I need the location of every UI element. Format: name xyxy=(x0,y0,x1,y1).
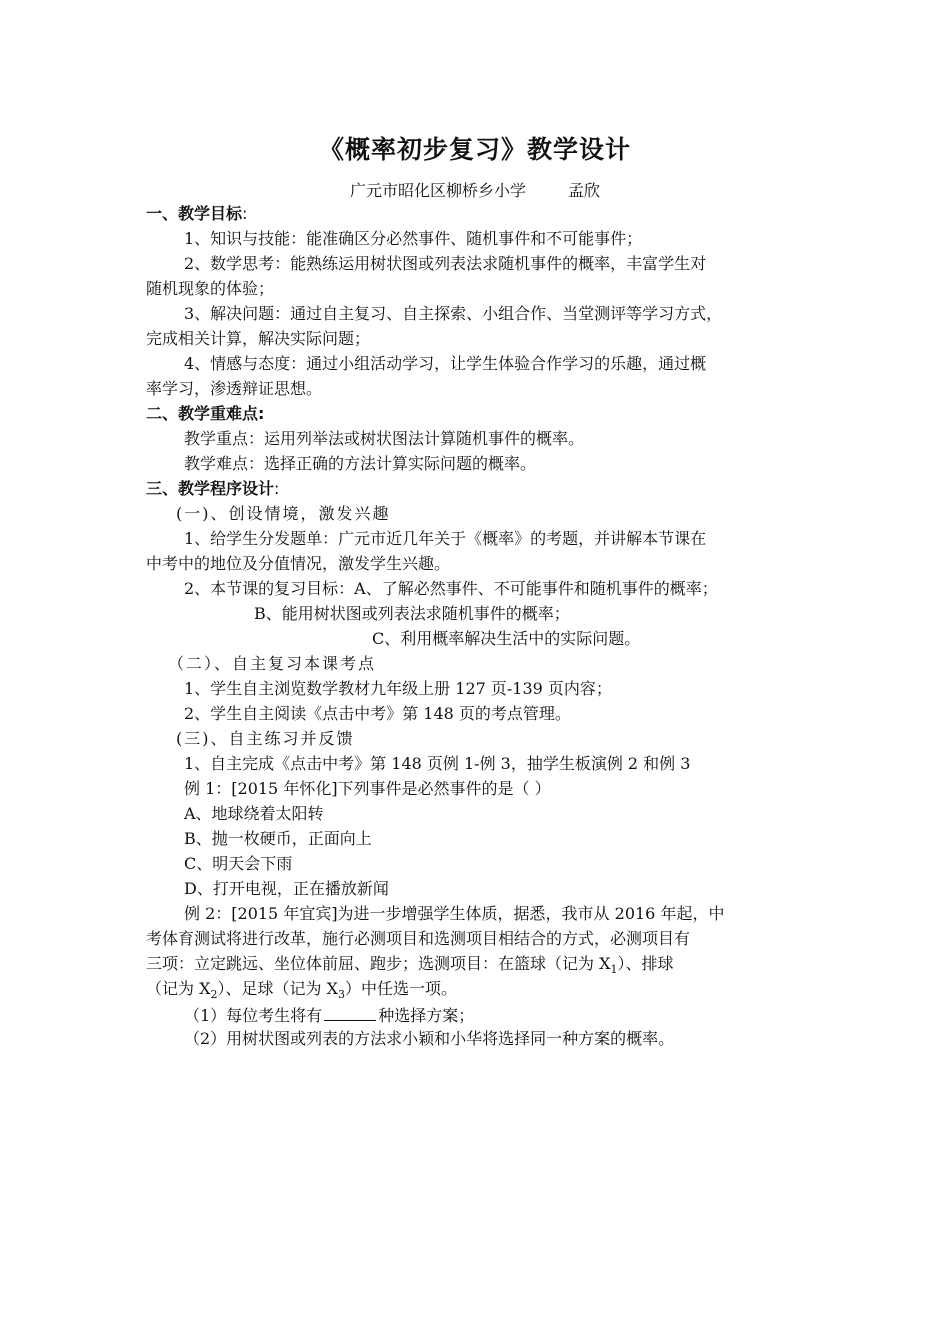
part-line: B、能用树状图或列表法求随机事件的概率； xyxy=(254,604,570,623)
author-name: 孟欣 xyxy=(568,181,601,200)
part-line: 1、自主完成《点击中考》第 148 页例 1-例 3，抽学生板演例 2 和例 3 xyxy=(184,754,691,773)
example-2-text: 三项：立定跳远、坐位体前屈、跑步；选测项目：在篮球（记为 $X_1$）、排球 xyxy=(146,954,674,977)
goal-line: 完成相关计算，解决实际问题； xyxy=(146,329,371,348)
part-title-3: (三)、自主练习并反馈 xyxy=(176,729,355,748)
example-2-text: 考体育测试将进行改革，施行必测项目和选测项目相结合的方式，必测项目有 xyxy=(146,929,691,948)
part-line: 2、本节课的复习目标：A、了解必然事件、不可能事件和随机事件的概率； xyxy=(184,579,718,598)
keypoint-line: 教学难点：选择正确的方法计算实际问题的概率。 xyxy=(184,454,537,473)
part-line: 中考中的地位及分值情况，激发学生兴趣。 xyxy=(146,554,451,573)
author-school: 广元市昭化区柳桥乡小学 xyxy=(349,181,526,200)
example-1-option: D、打开电视，正在播放新闻 xyxy=(184,879,389,898)
section-heading-keypoints: 二、教学重难点: xyxy=(146,404,265,423)
goal-line: 3、解决问题：通过自主复习、自主探索、小组合作、当堂测评等学习方式， xyxy=(184,304,723,323)
part-title-1: (一)、创设情境，激发兴趣 xyxy=(176,504,391,523)
example-2-text: （记为 $X_2$）、足球（记为 $X_3$）中任选一项。 xyxy=(146,979,457,1002)
section-heading-goals: 一、教学目标: xyxy=(146,204,248,223)
goal-line: 1、知识与技能：能准确区分必然事件、随机事件和不可能事件； xyxy=(184,229,643,248)
example-2-question-1: （1）每位考生将有 种选择方案； xyxy=(184,1006,475,1025)
answer-blank xyxy=(324,1004,376,1021)
part-title-2: （二）、自主复习本课考点 xyxy=(168,654,377,673)
part-line: 1、给学生分发题单：广元市近几年关于《概率》的考题，并讲解本节课在 xyxy=(184,529,707,548)
example-2-text: 例 2：[2015 年宜宾]为进一步增强学生体质，据悉，我市从 2016 年起，中 xyxy=(184,904,725,923)
author-line xyxy=(0,178,950,201)
goal-line: 率学习，渗透辩证思想。 xyxy=(146,379,323,398)
example-1-option: A、地球绕着太阳转 xyxy=(184,804,324,823)
part-line: C、利用概率解决生活中的实际问题。 xyxy=(372,629,641,648)
example-2-question-2: （2）用树状图或列表的方法求小颖和小华将选择同一种方案的概率。 xyxy=(184,1029,675,1048)
section-heading-procedure: 三、教学程序设计: xyxy=(146,479,280,498)
part-line: 1、学生自主浏览数学教材九年级上册 127 页-139 页内容； xyxy=(184,679,612,698)
keypoint-line: 教学重点：运用列举法或树状图法计算随机事件的概率。 xyxy=(184,429,585,448)
goal-line: 随机现象的体验； xyxy=(146,279,275,298)
goal-line: 2、数学思考：能熟练运用树状图或列表法求随机事件的概率，丰富学生对 xyxy=(184,254,707,273)
example-1-question: 例 1：[2015 年怀化]下列事件是必然事件的是（ ） xyxy=(184,779,551,798)
example-1-option: C、明天会下雨 xyxy=(184,854,293,873)
goal-line: 4、情感与态度：通过小组活动学习，让学生体验合作学习的乐趣，通过概 xyxy=(184,354,707,373)
example-1-option: B、抛一枚硬币，正面向上 xyxy=(184,829,372,848)
part-line: 2、学生自主阅读《点击中考》第 148 页的考点管理。 xyxy=(184,704,571,723)
document-title: 《概率初步复习》教学设计 xyxy=(318,135,631,164)
